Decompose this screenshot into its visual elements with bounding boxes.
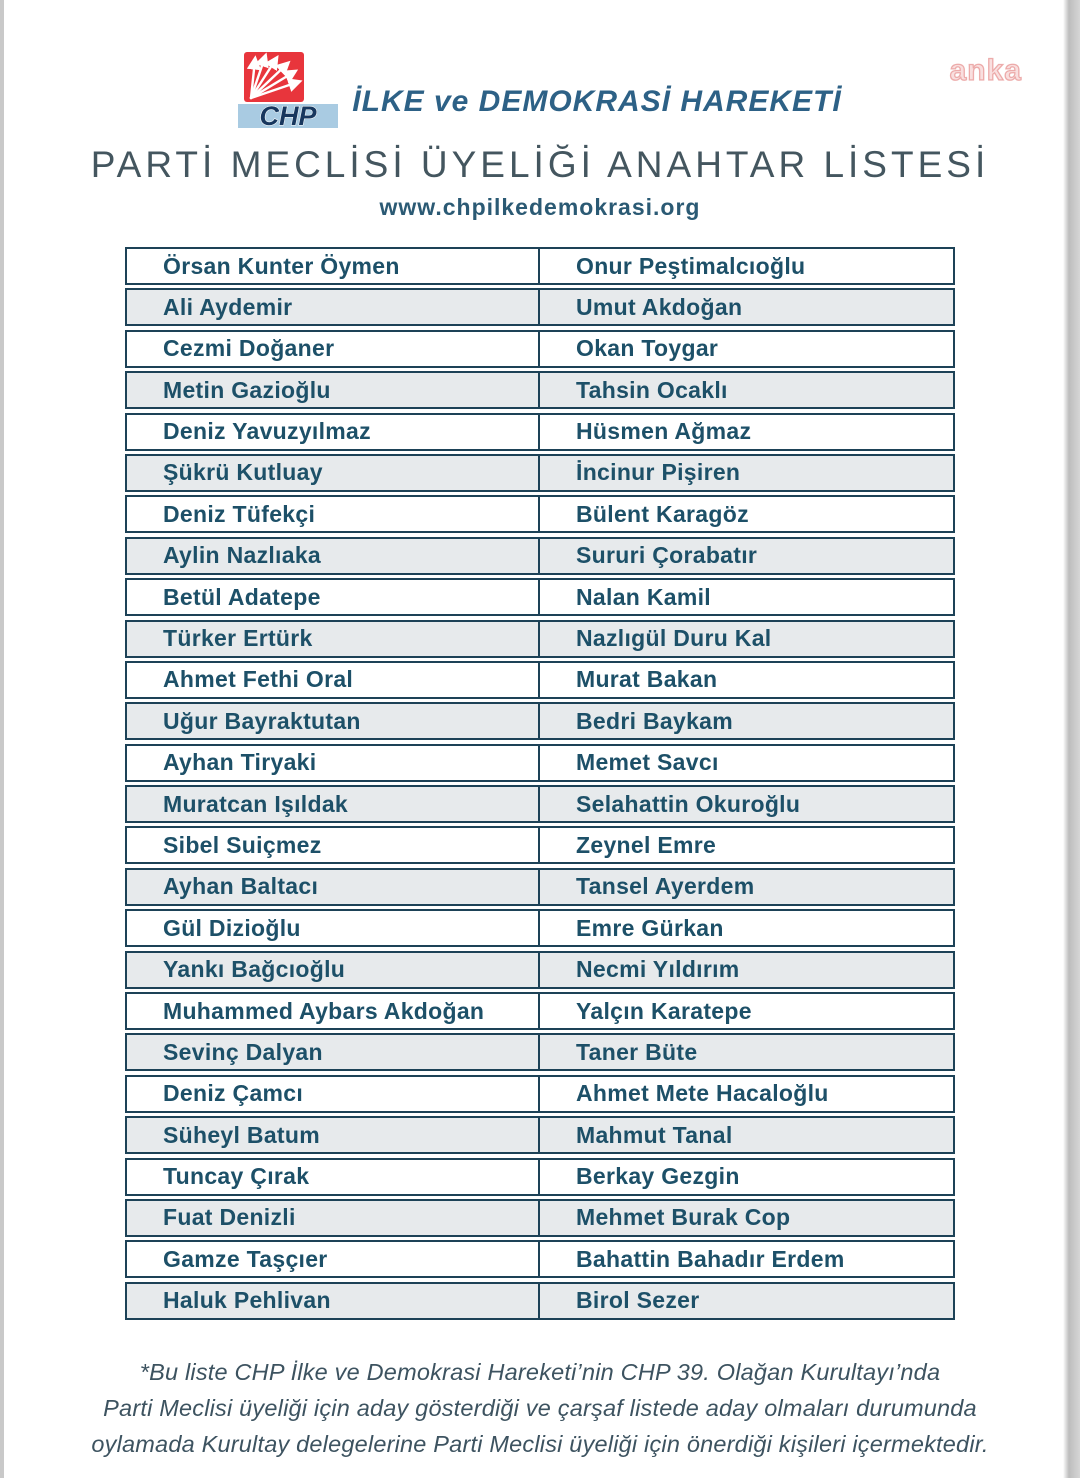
name-cell: Süheyl Batum [127, 1118, 540, 1152]
name-cell: Nalan Kamil [576, 583, 711, 610]
name-cell: İncinur Pişiren [576, 459, 741, 486]
name-cell: Tansel Ayerdem [576, 873, 755, 900]
table-row [125, 1199, 955, 1237]
table-row [125, 826, 955, 864]
name-cell: Bülent Karagöz [576, 500, 749, 527]
table-row [125, 537, 955, 575]
name-cell: Berkay Gezgin [576, 1163, 740, 1190]
name-cell: Ayhan Baltacı [127, 870, 540, 904]
name-cell: Şükrü Kutluay [127, 456, 540, 490]
name-cell: Umut Akdoğan [576, 293, 743, 320]
name-cell: Gamze Taşçıer [127, 1242, 540, 1276]
name-cell: Fuat Denizli [127, 1201, 540, 1235]
name-cell: Tahsin Ocaklı [576, 376, 728, 403]
name-cell: Deniz Tüfekçi [127, 497, 540, 531]
svg-text:CHP: CHP [259, 101, 317, 128]
name-cell: Yankı Bağcıoğlu [127, 953, 540, 987]
name-cell: Sevinç Dalyan [127, 1035, 540, 1069]
name-cell: Bedri Baykam [576, 707, 734, 734]
name-cell: Sururi Çorabatır [576, 542, 758, 569]
table-row [125, 371, 955, 409]
footnote-line: oylamada Kurultay delegelerine Parti Meclisi üyeliği için önerdiği kişileri içermektedir. [91, 1430, 989, 1457]
name-cell: Nazlıgül Duru Kal [576, 625, 772, 652]
name-cell: Bahattin Bahadır Erdem [576, 1245, 845, 1272]
table-row [125, 1075, 955, 1113]
table-row [125, 1158, 955, 1196]
footnote [0, 1354, 1080, 1462]
table-row [125, 454, 955, 492]
name-table [125, 247, 955, 1320]
name-cell: Hüsmen Ağmaz [576, 418, 752, 445]
name-cell: Haluk Pehlivan [127, 1284, 540, 1318]
name-cell: Ayhan Tiryaki [127, 746, 540, 780]
name-cell: Cezmi Doğaner [127, 332, 540, 366]
table-row [125, 1116, 955, 1154]
page-title: PARTİ MECLİSİ ÜYELİĞİ ANAHTAR LİSTESİ [90, 144, 990, 185]
name-cell: Muhammed Aybars Akdoğan [127, 994, 540, 1028]
chp-logo-icon [238, 52, 338, 128]
name-cell: Ahmet Mete Hacaloğlu [576, 1080, 829, 1107]
page-edge-left [0, 0, 4, 1478]
table-row [125, 330, 955, 368]
name-cell: Selahattin Okuroğlu [576, 790, 801, 817]
name-cell: Ahmet Fethi Oral [127, 663, 540, 697]
name-cell: Muratcan Işıldak [127, 787, 540, 821]
table-row [125, 578, 955, 616]
name-cell: Okan Toygar [576, 335, 719, 362]
name-cell: Deniz Yavuzyılmaz [127, 415, 540, 449]
name-cell: Betül Adatepe [127, 580, 540, 614]
name-cell: Necmi Yıldırım [576, 956, 740, 983]
table-row [125, 744, 955, 782]
website-url: www.chpilkedemokrasi.org [379, 194, 701, 220]
name-cell: Yalçın Karatepe [576, 997, 752, 1024]
name-cell: Birol Sezer [576, 1287, 700, 1314]
header [0, 0, 1080, 128]
anka-watermark: anka [949, 54, 1022, 87]
name-cell: Mahmut Tanal [576, 1121, 733, 1148]
table-row [125, 1033, 955, 1071]
table-row [125, 620, 955, 658]
name-cell: Gül Dizioğlu [127, 911, 540, 945]
table-row [125, 992, 955, 1030]
table-row [125, 1240, 955, 1278]
table-row [125, 495, 955, 533]
table-row [125, 702, 955, 740]
table-row [125, 661, 955, 699]
name-cell: Murat Bakan [576, 666, 718, 693]
name-cell: Türker Ertürk [127, 622, 540, 656]
table-row [125, 909, 955, 947]
name-cell: Metin Gazioğlu [127, 373, 540, 407]
name-cell: Taner Büte [576, 1038, 698, 1065]
name-cell: Deniz Çamcı [127, 1077, 540, 1111]
table-row [125, 785, 955, 823]
table-row [125, 247, 955, 285]
name-cell: Örsan Kunter Öymen [127, 249, 540, 283]
name-cell: Memet Savcı [576, 749, 719, 776]
page-edge-right [1063, 0, 1080, 1478]
name-cell: Ali Aydemir [127, 290, 540, 324]
footnote-line: Parti Meclisi üyeliği için aday gösterdiği ve çarşaf listede aday olmaları durumunda [103, 1394, 977, 1421]
table-row [125, 868, 955, 906]
name-cell: Tuncay Çırak [127, 1160, 540, 1194]
name-cell: Emre Gürkan [576, 914, 724, 941]
footnote-line: *Bu liste CHP İlke ve Demokrasi Hareketi’nin CHP 39. Olağan Kurultayı’nda [139, 1358, 941, 1385]
name-cell: Sibel Suiçmez [127, 828, 540, 862]
name-cell: Uğur Bayraktutan [127, 704, 540, 738]
movement-name: İLKE ve DEMOKRASİ HAREKETİ [352, 85, 842, 118]
name-cell: Onur Peştimalcıoğlu [576, 252, 806, 279]
table-row [125, 1282, 955, 1320]
name-cell: Zeynel Emre [576, 831, 717, 858]
table-row [125, 288, 955, 326]
table-row [125, 951, 955, 989]
name-cell: Aylin Nazlıaka [127, 539, 540, 573]
name-cell: Mehmet Burak Cop [576, 1204, 791, 1231]
table-row [125, 413, 955, 451]
